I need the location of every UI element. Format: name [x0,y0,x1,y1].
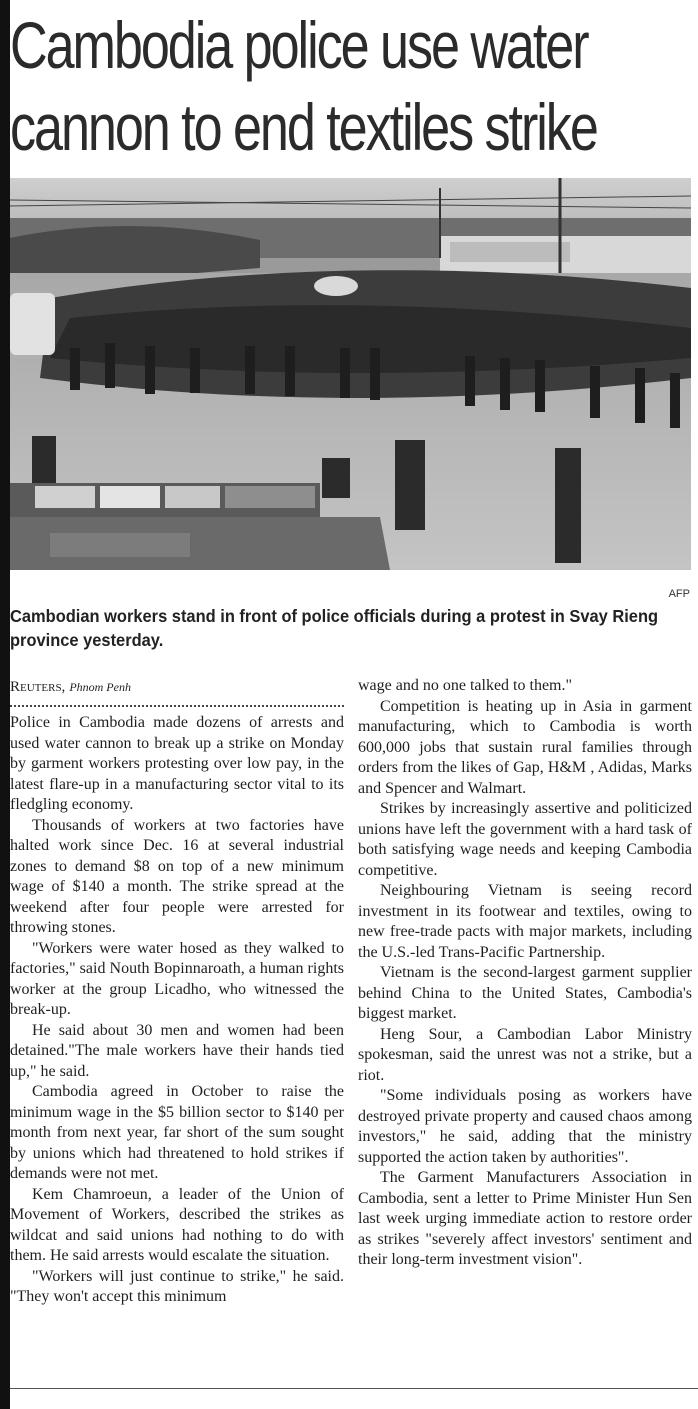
byline [10,676,344,699]
news-photo [10,178,691,570]
photo-caption: Cambodian workers stand in front of police officials during a protest in Svay Rieng province yesterday. [10,606,659,650]
article-paragraph: Police in Cambodia made dozens of arrests and used water cannon to break up a strike on Monday by garment workers protesting over low pay, in the latest flare-up in a manufacturing sector vital to its fledgling economy. [10,714,344,813]
article-paragraph: Cambodia agreed in October to raise the minimum wage in the $5 billion sector to $140 per month from next year, far short of the sum sought by unions which had threatened to hold strikes if demands were not met. [10,1083,344,1182]
article-column-right [358,676,692,1271]
article-paragraph: The Garment Manufacturers Association in Cambodia, sent a letter to Prime Minister Hun Sen last week urging immediate action to restore order as strikes "severely affect investors' sentiment and their long-term investment vision". [358,1169,692,1268]
article-paragraph: "Workers will just continue to strike," he said. "They won't accept this minimum [10,1267,344,1305]
byline-divider [10,705,344,707]
protest-scene-image [10,178,691,570]
left-margin-bar [0,0,10,1409]
article-paragraph: "Workers were water hosed as they walked to factories," said Nouth Bopinnaroath, a human rights worker at the group Licadho, who witnessed the break-up. [10,939,344,1018]
article-paragraph: Thousands of workers at two factories have halted work since Dec. 16 at several industrial zones to demand $8 on top of a new minimum wage of $140 a month. The strike spread at the weekend after four people were arrested for throwing stones. [10,816,344,936]
photo-credit: AFP [668,588,690,600]
article-paragraph: Neighbouring Vietnam is seeing record investment in its footwear and textiles, owing to new free-trade pacts with major markets, including the U.S.-led Trans-Pacific Partnership. [358,882,692,961]
bottom-rule [10,1388,698,1389]
byline-agency: Reuters, [10,679,66,695]
article-paragraph: Kem Chamroeun, a leader of the Union of Movement of Workers, described the strikes as wildcat and said unions had nothing to do with them. He said arrests would escalate the situation. [10,1185,344,1264]
headline: Cambodia police use water cannon to end textiles strike [10,8,597,164]
article-column-left [10,676,344,1308]
article-paragraph: wage and no one talked to them." [358,677,573,694]
article-paragraph: Vietnam is the second-largest garment supplier behind China to the United States, Cambodia's biggest market. [358,964,692,1022]
article-paragraph: Competition is heating up in Asia in garment manufacturing, which to Cambodia is worth 600,000 jobs that sustain rural families through orders from the likes of Gap, H&M , Adidas, Marks and Spencer and Walmart. [358,697,692,797]
article-paragraph: Strikes by increasingly assertive and politicized unions have left the government with a hard task of both satisfying wage needs and keeping Cambodia competitive. [358,800,692,879]
article-paragraph: "Some individuals posing as workers have destroyed private property and caused chaos among investors," he said, adding that the ministry supported the action taken by authorities". [358,1087,692,1166]
article-paragraph: Heng Sour, a Cambodian Labor Ministry spokesman, said the unrest was not a strike, but a riot. [358,1025,692,1084]
byline-location: Phnom Penh [69,680,131,694]
article-paragraph: He said about 30 men and women had been detained."The male workers have their hands tied up," he said. [10,1021,344,1080]
